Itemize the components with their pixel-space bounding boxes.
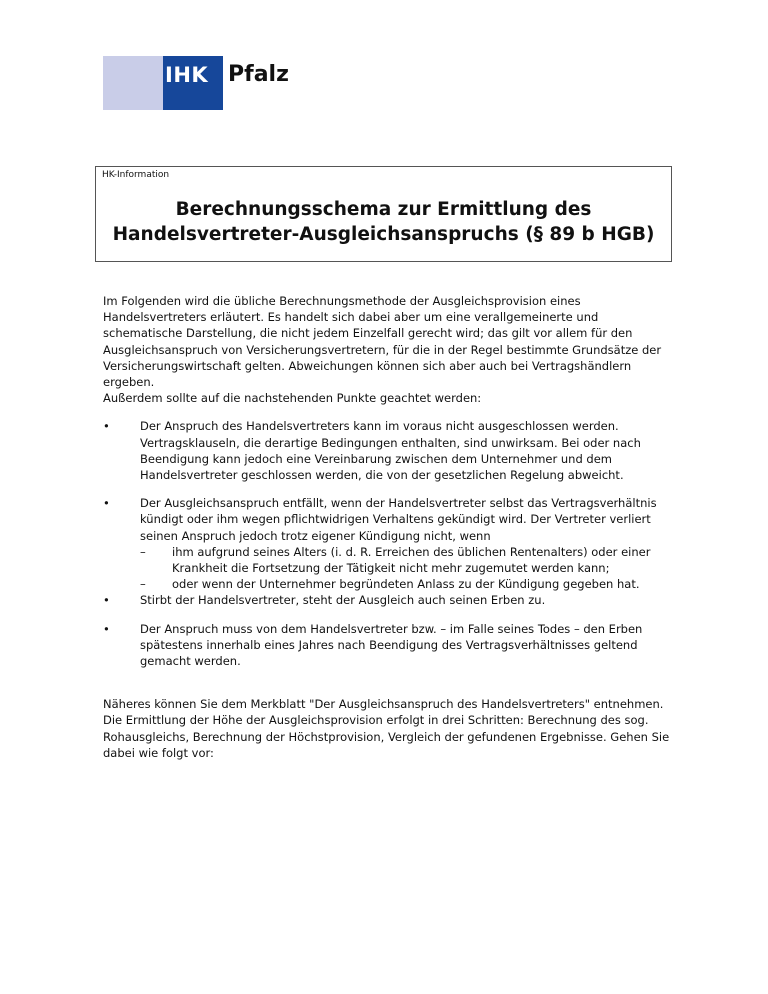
bullet-marker: • bbox=[103, 593, 110, 608]
sub-item-1 bbox=[140, 544, 678, 576]
intro-paragraph: Im Folgenden wird die übliche Berechnungsmethode der Ausgleichsprovision eines Handelsvertreters erläutert. Es handelt sich dabei aber um eine verallgemeinerte und schematische Darstellung, die nicht jedem Einzelfall gerecht wird; das gilt vor allem für den Ausgleichsanspruch von Versicherungsvertretern, für die in der Regel bestimmte Grundsätze der Versicherungswirtschaft gelten. Abweichungen können sich aber auch bei Vertragshändlern ergeben. bbox=[103, 294, 662, 390]
closing-reference: Näheres können Sie dem Merkblatt "Der Ausgleichsanspruch des Handelsvertreters" entnehmen. bbox=[103, 697, 664, 712]
document-type-label: HK-Information bbox=[102, 170, 170, 180]
logo-region-text: Pfalz bbox=[228, 62, 289, 87]
document-title bbox=[96, 197, 671, 247]
bullet-text: Der Anspruch des Handelsvertreters kann im voraus nicht ausgeschlossen werden. Vertragsklauseln, die derartige Bedingungen enthalten, sind unwirksam. Bei oder nach Beendigung kann jedoch eine Vereinbarung zwischen dem Unternehmer und dem Handelsvertreter geschlossen werden, die von der gesetzlichen Regelung abweicht. bbox=[140, 419, 641, 483]
sub-item-text: oder wenn der Unternehmer begründeten Anlass zu der Kündigung gegeben hat. bbox=[172, 577, 640, 592]
document-title-line-1: Berechnungsschema zur Ermittlung des bbox=[175, 199, 592, 220]
closing-method: Die Ermittlung der Höhe der Ausgleichsprovision erfolgt in drei Schritten: Berechnung des sog. Rohausgleichs, Berechnung der Höchstprovision, Vergleich der gefundenen Ergebnisse. Gehen Sie dabei wie folgt vor: bbox=[103, 713, 670, 760]
ihk-pfalz-logo bbox=[103, 56, 303, 110]
document-body bbox=[103, 293, 678, 761]
bullet-item-2 bbox=[103, 495, 678, 592]
bullet-marker: • bbox=[103, 621, 110, 636]
document-title-line-2: Handelsvertreter-Ausgleichsanspruchs (§ 89 b HGB) bbox=[112, 224, 655, 245]
bullet-item-4 bbox=[103, 621, 678, 670]
bullet-marker: • bbox=[103, 419, 110, 434]
document-header-box bbox=[95, 166, 672, 262]
bullet-text: Der Anspruch muss von dem Handelsvertreter bzw. – im Falle seines Todes – den Erben spätestens innerhalb eines Jahres nach Beendigung des Vertragsverhältnisses geltend gemacht werden. bbox=[140, 621, 643, 669]
sub-item-2 bbox=[140, 576, 678, 592]
dash-marker: – bbox=[140, 577, 146, 592]
logo-light-block bbox=[103, 56, 163, 110]
logo-ihk-text: IHK bbox=[165, 63, 209, 87]
intro-lead-line: Außerdem sollte auf die nachstehenden Punkte geachtet werden: bbox=[103, 391, 482, 406]
bullet-item-1 bbox=[103, 418, 678, 483]
bullet-marker: • bbox=[103, 496, 110, 511]
bullet-item-3 bbox=[103, 592, 678, 608]
sub-item-text: ihm aufgrund seines Alters (i. d. R. Erreichen des üblichen Rentenalters) oder einer Krankheit die Fortsetzung der Tätigkeit nicht mehr zugemutet werden kann; bbox=[172, 544, 651, 576]
bullet-text: Stirbt der Handelsvertreter, steht der Ausgleich auch seinen Erben zu. bbox=[140, 593, 546, 608]
bullet-text: Der Ausgleichsanspruch entfällt, wenn der Handelsvertreter selbst das Vertragsverhältnis kündigt oder ihm wegen pflichtwidrigen Verhaltens gekündigt wird. Der Vertreter verliert seinen Anspruch jedoch trotz eigener Kündigung nicht, wenn bbox=[140, 496, 657, 543]
dash-marker: – bbox=[140, 544, 146, 559]
